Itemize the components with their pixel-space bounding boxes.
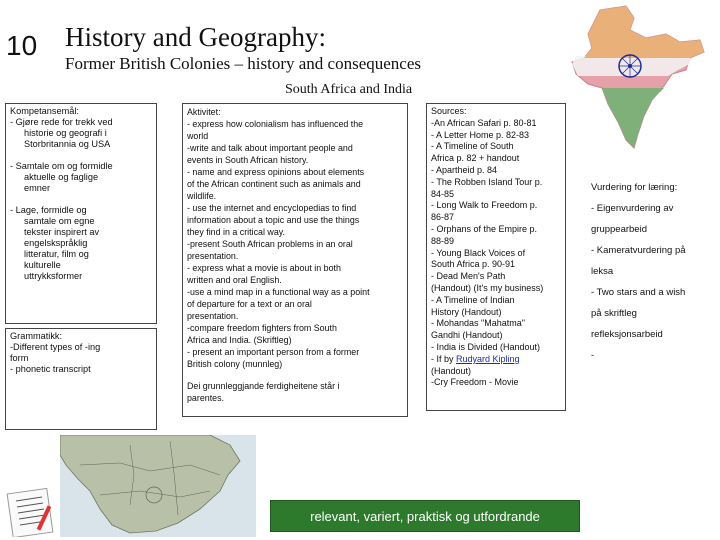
competence-line: Storbritannia og USA xyxy=(24,139,111,149)
page-subtitle: Former British Colonies – history and consequences xyxy=(65,54,422,73)
activity-line: -use a mind map in a functional way as a point xyxy=(187,287,370,297)
activity-line: -write and talk about important people and xyxy=(187,143,353,153)
source-line: -Cry Freedom - Movie xyxy=(431,377,519,388)
assessment-line: gruppearbeid xyxy=(591,223,647,235)
banner-motto: relevant, variert, praktisk og utfordrande xyxy=(270,500,580,532)
competence-line: - Lage, formidle og xyxy=(10,205,87,215)
competence-goals-box xyxy=(5,103,157,324)
source-line: Gandhi (Handout) xyxy=(431,330,503,341)
assessment-line: refleksjonsarbeid xyxy=(591,328,663,340)
activity-footer: parentes. xyxy=(187,393,225,403)
sources-heading: Sources: xyxy=(431,106,467,116)
source-line: - If by xyxy=(431,353,457,364)
assessment-line: - Two stars and a wish xyxy=(591,286,686,298)
source-line: - A Letter Home p. 82-83 xyxy=(431,129,530,140)
source-line: - Orphans of the Empire p. xyxy=(431,223,538,234)
assessment-line: leksa xyxy=(591,265,614,277)
competence-line: kulturelle xyxy=(24,260,61,270)
source-line: - Dead Men's Path xyxy=(431,271,506,282)
activity-line: - present an important person from a former xyxy=(187,347,360,357)
source-line: - Long Walk to Freedom p. xyxy=(431,200,538,211)
activity-line: they find in a critical way. xyxy=(187,227,285,237)
competence-line: tekster inspirert av xyxy=(24,227,100,237)
activity-line: -compare freedom fighters from South xyxy=(187,323,337,333)
assessment-line: - xyxy=(591,349,595,361)
assessment-line: Vurdering for læring: xyxy=(591,181,678,193)
activity-line: presentation. xyxy=(187,311,239,321)
source-line: - Apartheid p. 84 xyxy=(431,164,498,175)
source-line: - Mohandas "Mahatma" xyxy=(431,318,525,329)
competence-heading: Kompetansemål: xyxy=(10,106,79,116)
activity-line: - use the internet and encyclopedias to find xyxy=(187,203,357,213)
competence-line: aktuelle og faglige xyxy=(24,172,99,182)
activity-line: British colony (munnleg) xyxy=(187,359,283,369)
source-line: -An African Safari p. 80-81 xyxy=(431,117,537,128)
competence-line: engelskspråklig xyxy=(24,238,88,248)
region-heading: South Africa and India xyxy=(285,82,413,97)
source-line: (Handout) xyxy=(431,365,472,376)
activity-line: of the African continent such as animals and xyxy=(187,179,361,189)
source-line: South Africa p. 90-91 xyxy=(431,259,516,270)
grammar-line: -Different types of -ing xyxy=(10,342,101,352)
competence-line: samtale om egne xyxy=(24,216,95,226)
source-line: 86-87 xyxy=(431,212,455,223)
south-africa-map-image xyxy=(60,435,256,537)
activity-line: events in South African history. xyxy=(187,155,309,165)
competence-line: - Samtale om og formidle xyxy=(10,161,113,171)
source-line: 88-89 xyxy=(431,235,455,246)
source-line: - A Timeline of Indian xyxy=(431,294,515,305)
activity-line: - express how colonialism has influenced the xyxy=(187,119,364,129)
source-line: History (Handout) xyxy=(431,306,502,317)
worksheet-icon xyxy=(6,487,58,537)
source-line: 84-85 xyxy=(431,188,455,199)
assessment-line: - Eigenvurdering av xyxy=(591,202,674,214)
source-line: - A Timeline of South xyxy=(431,141,514,152)
competence-line: litteratur, film og xyxy=(24,249,89,259)
activity-line: written and oral English. xyxy=(187,275,282,285)
assessment-line: på skriftleg xyxy=(591,307,637,319)
source-line: - India is Divided (Handout) xyxy=(431,341,541,352)
activity-footer: Dei grunnleggjande ferdigheitene står i xyxy=(187,381,340,391)
activity-line: world xyxy=(187,131,209,141)
assessment-line: - Kameratvurdering på xyxy=(591,244,686,256)
grammar-heading: Grammatikk: xyxy=(10,331,63,341)
source-line: - Young Black Voices of xyxy=(431,247,526,258)
kipling-link[interactable]: Rudyard Kipling xyxy=(456,353,520,364)
activity-line: - express what a movie is about in both xyxy=(187,263,341,273)
activity-line: wildlife. xyxy=(187,191,217,201)
activity-line: information about a topic and use the things xyxy=(187,215,360,225)
competence-line: - Gjøre rede for trekk ved xyxy=(10,117,113,127)
grammar-box xyxy=(5,328,157,430)
competence-line: uttrykksformer xyxy=(24,271,83,281)
page-title: History and Geography: xyxy=(65,22,326,52)
activity-line: Africa and India. (Skriftleg) xyxy=(187,335,292,345)
source-line: (Handout) (It's my business) xyxy=(431,282,544,293)
activity-line: presentation. xyxy=(187,251,239,261)
grammar-line: - phonetic transcript xyxy=(10,364,91,374)
assessment-text xyxy=(591,172,716,371)
grammar-line: form xyxy=(10,353,29,363)
activity-line: -present South African problems in an oral xyxy=(187,239,353,249)
india-map-image xyxy=(568,4,708,152)
sources-box xyxy=(426,103,566,411)
activity-line: of departure for a text or an oral xyxy=(187,299,312,309)
activity-heading: Aktivitet: xyxy=(187,107,221,117)
source-line: Africa p. 82 + handout xyxy=(431,153,520,164)
activity-line: - name and express opinions about elements xyxy=(187,167,365,177)
competence-line: historie og geografi i xyxy=(24,128,107,138)
competence-line: emner xyxy=(24,183,51,193)
activity-box xyxy=(182,103,408,417)
source-line: - The Robben Island Tour p. xyxy=(431,176,543,187)
chapter-number: 10 xyxy=(6,30,38,61)
